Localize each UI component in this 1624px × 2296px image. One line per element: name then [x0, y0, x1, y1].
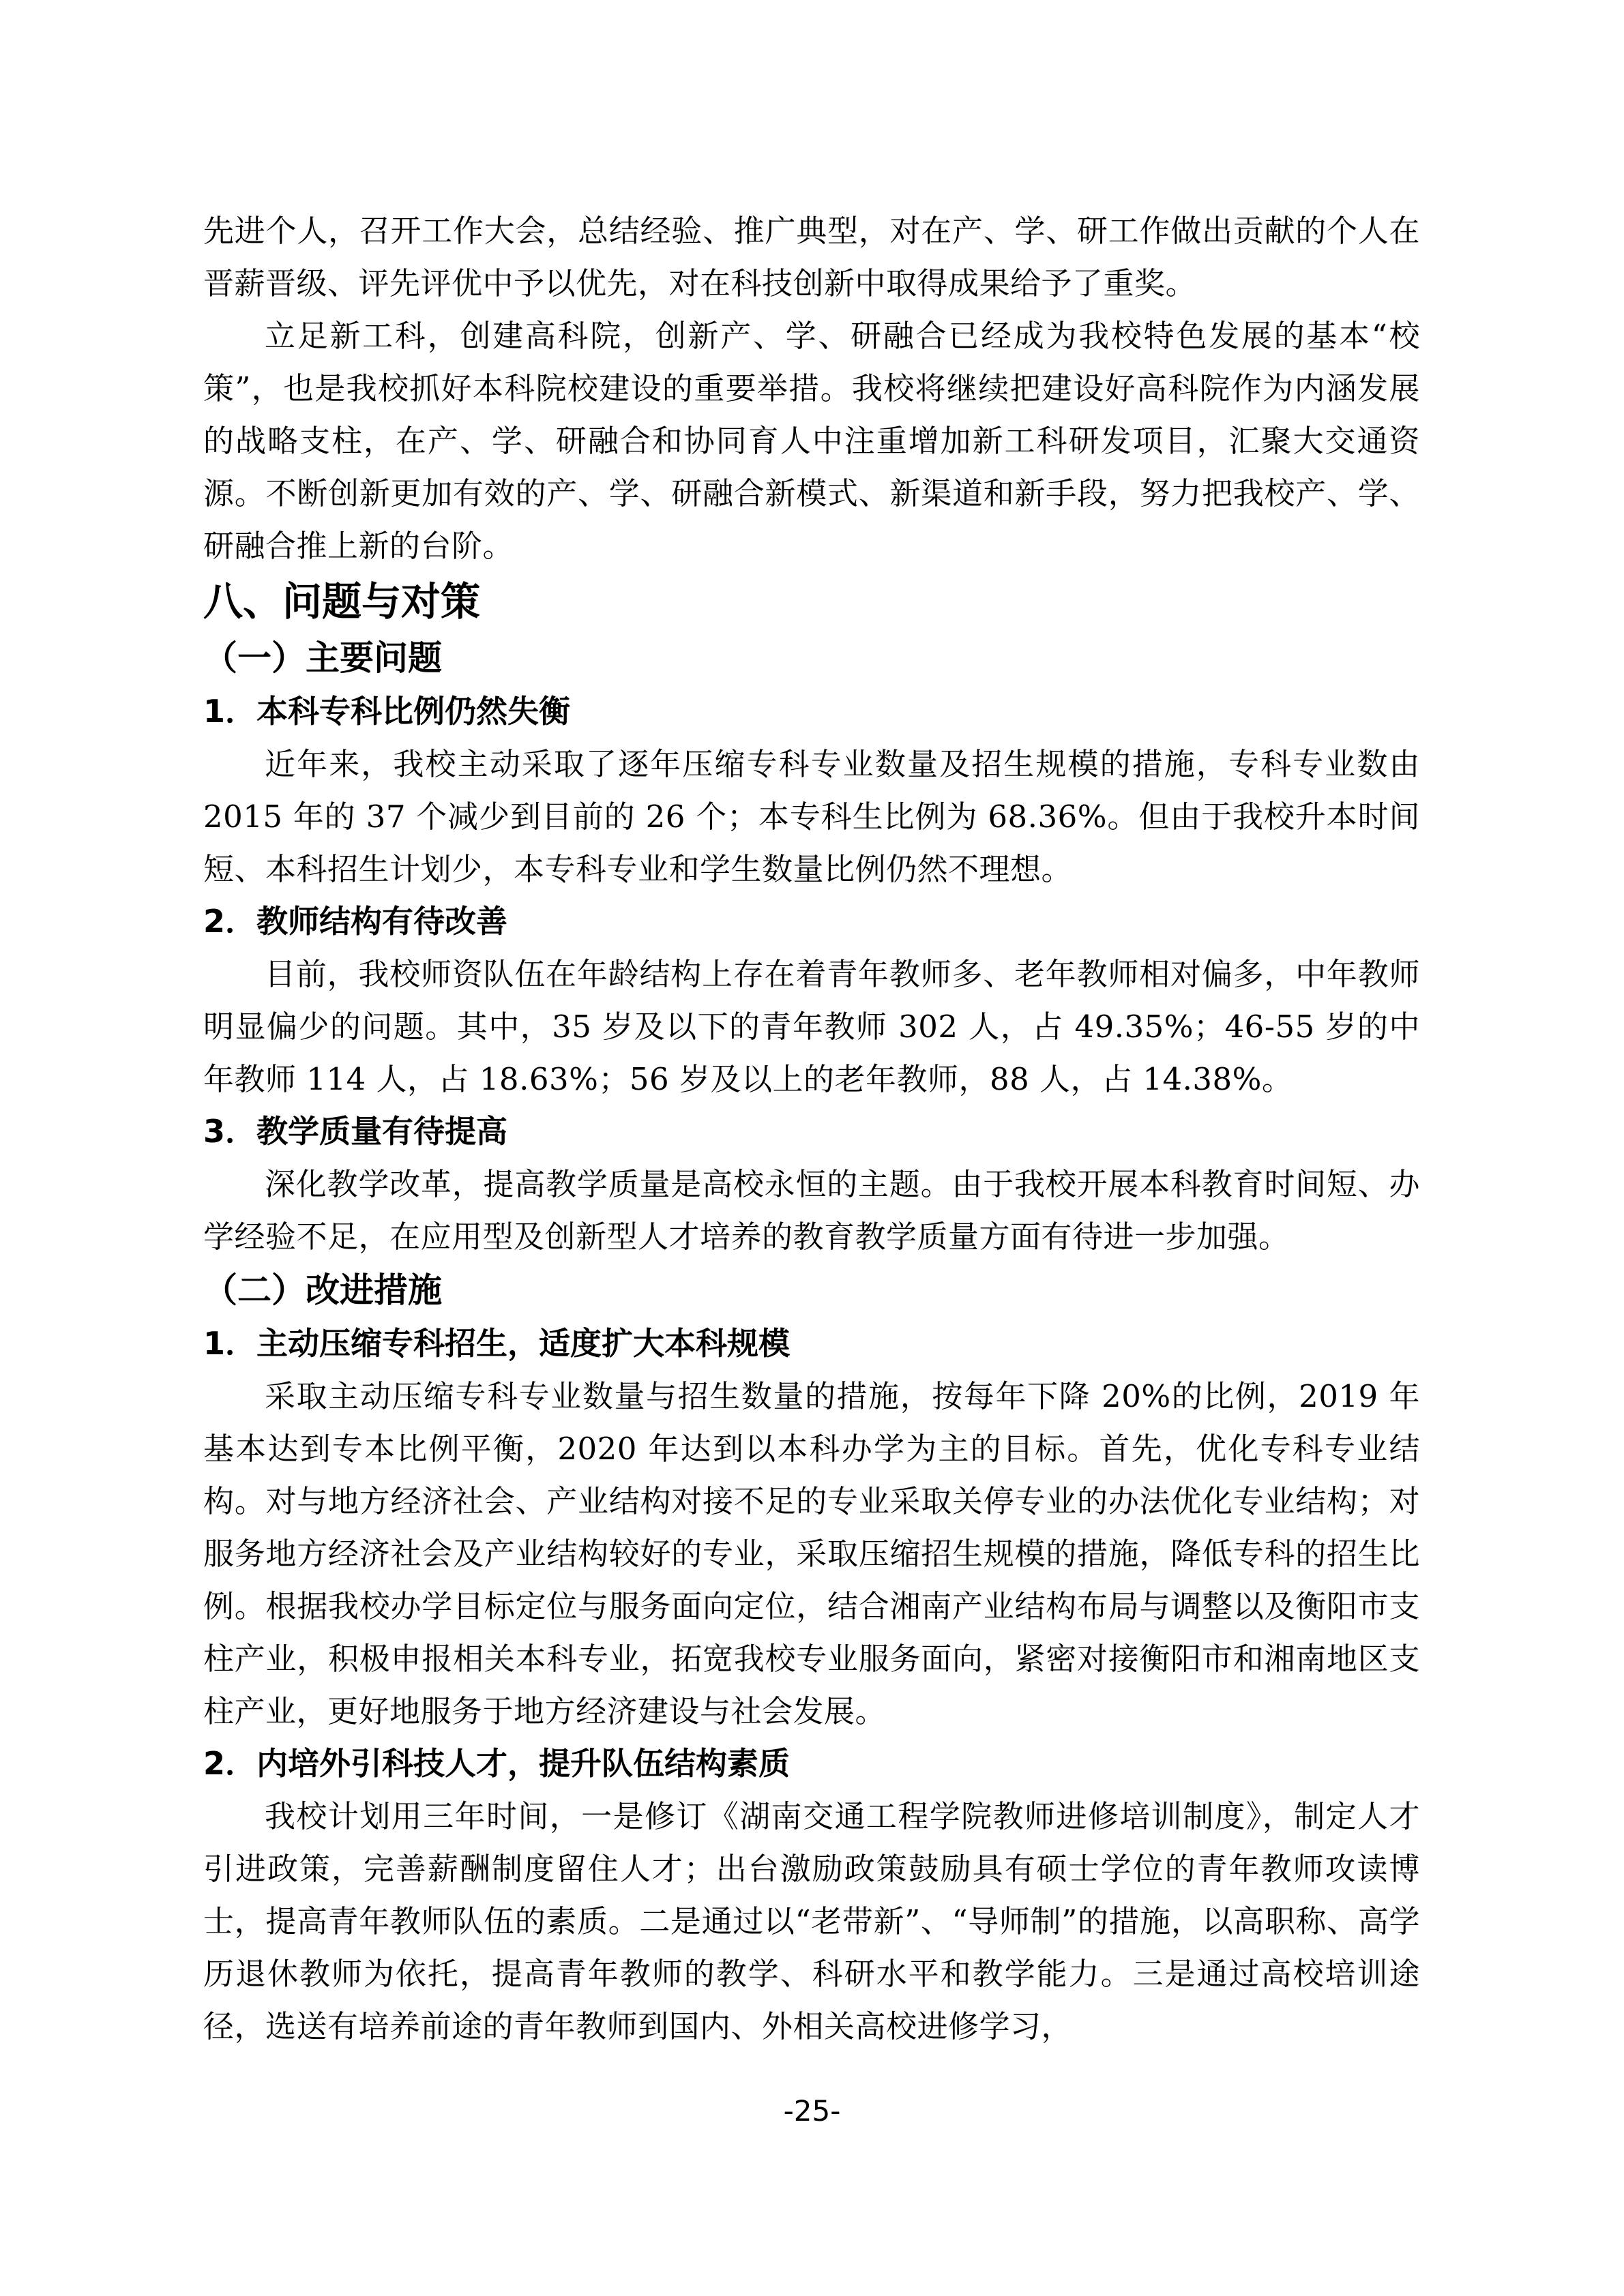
paragraph: 采取主动压缩专科专业数量与招生数量的措施，按每年下降 20%的比例，2019 年基本达到专本比例平衡，2020 年达到以本科办学为主的目标。首先，优化专科专业结构。对与地方经济社会、产业结构对接不足的专业采取关停专业的办法优化专业结构；对服务地方经济社会及产业结构较好的专业，采取压缩招生规模的措施，降低专科的招生比例。根据我校办学目标定位与服务面向定位，结合湘南产业结构布局与调整以及衡阳市支柱产业，积极申报相关本科专业，拓宽我校专业服务面向，紧密对接衡阳市和湘南地区支柱产业，更好地服务于地方经济建设与社会发展。 — [203, 1378, 1420, 1729]
document-body — [203, 205, 1420, 2053]
numbered-heading-2b: 2．内培外引科技人才，提升队伍结构素质 — [203, 1745, 791, 1782]
numbered-heading-1: 1．本科专科比例仍然失衡 — [203, 693, 571, 730]
page-number: -25- — [783, 2094, 841, 2128]
paragraph: 深化教学改革，提高教学质量是高校永恒的主题。由于我校开展本科教育时间短、办学经验不足，在应用型及创新型人才培养的教育教学质量方面有待进一步加强。 — [203, 1166, 1420, 1255]
numbered-heading-1b: 1．主动压缩专科招生，适度扩大本科规模 — [203, 1325, 791, 1362]
paragraph-continued: 先进个人，召开工作大会，总结经验、推广典型，对在产、学、研工作做出贡献的个人在晋薪晋级、评先评优中予以优先，对在科技创新中取得成果给予了重奖。 — [203, 213, 1420, 301]
paragraph: 我校计划用三年时间，一是修订《湖南交通工程学院教师进修培训制度》，制定人才引进政策，完善薪酬制度留住人才；出台激励政策鼓励具有硕士学位的青年教师攻读博士，提高青年教师队伍的素质。二是通过以“老带新”、“导师制”的措施，以高职称、高学历退休教师为依托，提高青年教师的教学、科研水平和教学能力。三是通过高校培训途径，选送有培养前途的青年教师到国内、外相关高校进修学习， — [203, 1798, 1420, 2044]
paragraph: 目前，我校师资队伍在年龄结构上存在着青年教师多、老年教师相对偏多，中年教师明显偏少的问题。其中，35 岁及以下的青年教师 302 人，占 49.35%；46-55 岁的中年教师 114 人，占 18.63%；56 岁及以上的老年教师，88 人，占 14.38%。 — [203, 956, 1420, 1097]
section-heading-main-problems: （一）主要问题 — [203, 638, 442, 678]
paragraph: 立足新工科，创建高科院，创新产、学、研融合已经成为我校特色发展的基本“校策”，也是我校抓好本科院校建设的重要举措。我校将继续把建设好高科院作为内涵发展的战略支柱，在产、学、研融合和协同育人中注重增加新工科研发项目，汇聚大交通资源。不断创新更加有效的产、学、研融合新模式、新渠道和新手段，努力把我校产、学、研融合推上新的台阶。 — [203, 318, 1420, 564]
numbered-heading-3: 3．教学质量有待提高 — [203, 1113, 508, 1150]
chapter-heading: 八、问题与对策 — [203, 578, 481, 625]
numbered-heading-2: 2．教师结构有待改善 — [203, 903, 508, 940]
section-heading-improvements: （二）改进措施 — [203, 1270, 442, 1310]
paragraph: 近年来，我校主动采取了逐年压缩专科专业数量及招生规模的措施，专科专业数由 2015 年的 37 个减少到目前的 26 个；本专科生比例为 68.36%。但由于我校升本时间短、本科招生计划少，本专科专业和学生数量比例仍然不理想。 — [203, 746, 1420, 887]
